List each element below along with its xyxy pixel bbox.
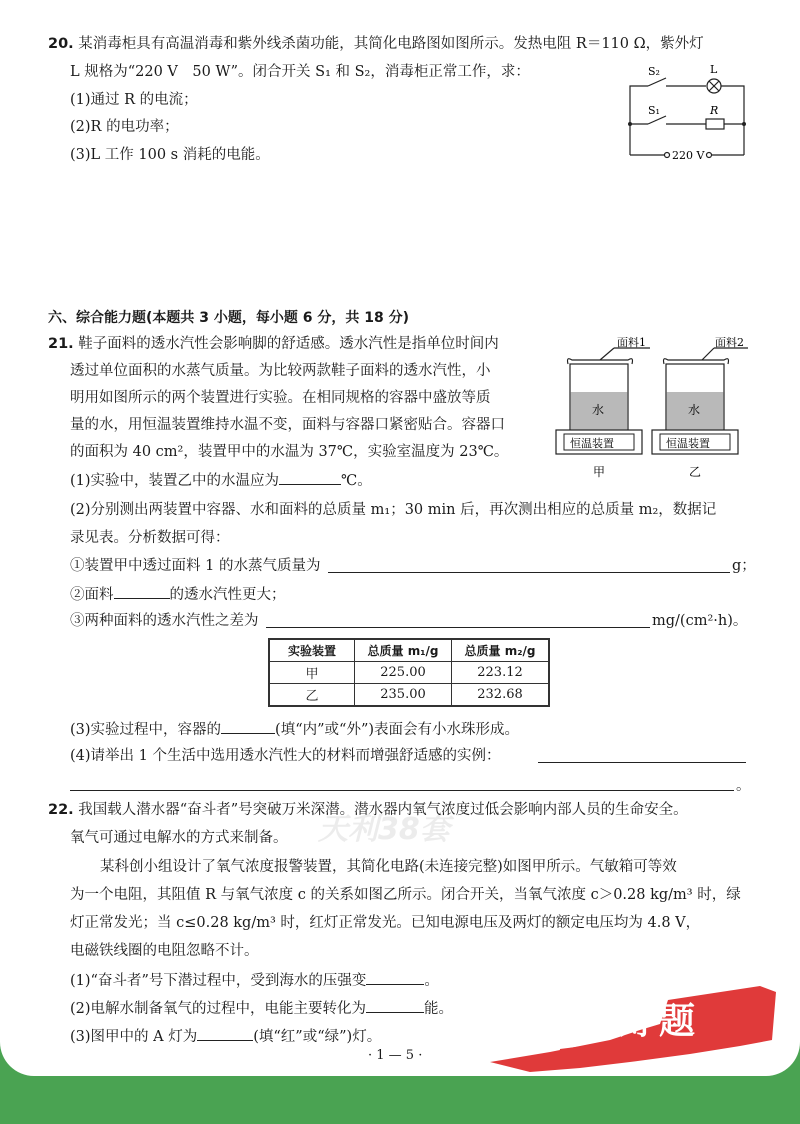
q21-sub2-line2: 录见表。分析数据可得： — [70, 530, 230, 546]
q21-line5: 的面积为 40 cm²，装置甲中的水温为 37℃，实验室温度为 23℃。 — [70, 444, 509, 460]
q21-sub3 — [70, 718, 519, 740]
q22-line5: 灯正常发光；当 c≤0.28 kg/m³ 时，红灯正常发光。已知电源电压及两灯的额定电压均为 4.8 V， — [70, 915, 701, 931]
q22-sub3-text-b: (填“红”或“绿”)灯。 — [253, 1029, 382, 1045]
q20-sub2: (2)R 的电功率； — [70, 119, 179, 135]
q21-c2-blank[interactable] — [114, 583, 170, 599]
q21-c2-text-b: 的透水汽性更大； — [169, 587, 286, 603]
q22-sub2-text: (2)电解水制备氧气的过程中，电能主要转化为 — [70, 1001, 367, 1017]
q20-text1: 某消毒柜具有高温消毒和紫外线杀菌功能，其简化电路图如图所示。发热电阻 R＝110 Ω，紫外灯 — [78, 36, 704, 52]
q21-sub4-blank-b[interactable] — [70, 790, 734, 791]
section-title: 六、综合能力题(本题共 3 小题，每小题 6 分，共 18 分) — [48, 310, 410, 326]
q22-line6: 电磁铁线圈的电阻忽略不计。 — [70, 943, 259, 959]
q21-apparatus-figure — [552, 334, 752, 484]
q21-data-table — [268, 638, 550, 707]
table-cell: 甲 — [269, 662, 355, 684]
q21-line1 — [48, 334, 499, 354]
q21-sub3-blank[interactable] — [221, 718, 275, 734]
table-header: 总质量 m₂/g — [452, 639, 550, 662]
q20-circuit-diagram — [620, 60, 755, 168]
q22-sub2-end: 能。 — [424, 1001, 454, 1017]
circuit-label-r: R — [710, 104, 719, 117]
q21-sub4-text: (4)请举出 1 个生活中选用透水汽性大的材料而增强舒适感的实例： — [70, 748, 501, 764]
table-header: 总质量 m₁/g — [355, 639, 452, 662]
q20-sub1: (1)通过 R 的电流； — [70, 92, 198, 108]
circuit-label-supply: 220 V — [672, 149, 705, 162]
q20-sub3: (3)L 工作 100 s 消耗的电能。 — [70, 147, 270, 163]
table-cell: 232.68 — [452, 684, 550, 707]
heater-label-b: 恒温装置 — [666, 437, 710, 450]
q22-sub3-text-a: (3)图甲中的 A 灯为 — [70, 1029, 198, 1045]
watermark: 天利38套 — [318, 812, 450, 847]
device-label-b: 乙 — [689, 465, 702, 479]
q21-c3-blank[interactable] — [266, 627, 650, 628]
q21-sub3-text-a: (3)实验过程中，容器的 — [70, 722, 222, 738]
q21-c1-blank[interactable] — [328, 572, 730, 573]
q21-c3-unit: mg/(cm²·h)。 — [652, 613, 748, 629]
q21-c2 — [70, 583, 286, 605]
q22-number: 22. — [48, 802, 74, 818]
q22-sub2 — [70, 997, 453, 1019]
water-label-a: 水 — [592, 403, 605, 417]
q22-line3: 某科创小组设计了氧气浓度报警装置，其简化电路(未连接完整)如图甲所示。气敏箱可等效 — [100, 859, 677, 875]
q21-text1: 鞋子面料的透水汽性会影响脚的舒适感。透水汽性是指单位时间内 — [78, 336, 499, 352]
q21-line2: 透过单位面积的水蒸气质量。为比较两款鞋子面料的透水汽性，小 — [70, 363, 491, 379]
q22-sub3-blank[interactable] — [197, 1025, 253, 1041]
q22-line4: 为一个电阻，其阻值 R 与氧气浓度 c 的关系如图乙所示。闭合开关，当氧气浓度 c＞0.28 kg/m³ 时，绿 — [70, 887, 741, 903]
table-cell: 235.00 — [355, 684, 452, 707]
q21-c2-text-a: ②面料 — [70, 587, 114, 603]
q22-sub2-blank[interactable] — [366, 997, 424, 1013]
table-cell: 223.12 — [452, 662, 550, 684]
q21-sub1 — [70, 469, 372, 491]
q20-number: 20. — [48, 36, 74, 52]
q21-line4: 量的水，用恒温装置维持水温不变，面料与容器口紧密贴合。容器口 — [70, 417, 505, 433]
table-cell: 225.00 — [355, 662, 452, 684]
table-cell: 乙 — [269, 684, 355, 707]
q21-c1-text: ①装置甲中透过面料 1 的水蒸气质量为 — [70, 558, 321, 574]
q22-sub3 — [70, 1025, 381, 1047]
q21-c3-text: ③两种面料的透水汽性之差为 — [70, 613, 259, 629]
page-number: · 1 — 5 · — [368, 1048, 423, 1063]
circuit-label-lamp: L — [710, 63, 718, 76]
q21-line3: 明用如图所示的两个装置进行实验。在相同规格的容器中盛放等质 — [70, 390, 491, 406]
q21-end-mark: 。 — [736, 778, 751, 794]
q22-line2: 氧气可通过电解水的方式来制备。 — [70, 830, 288, 846]
fabric2-label: 面料2 — [715, 336, 744, 349]
q21-sub1-blank[interactable] — [279, 469, 341, 485]
table-row — [269, 662, 549, 684]
device-label-a: 甲 — [593, 465, 606, 479]
q22-text1: 我国载人潜水器“奋斗者”号突破万米深潜。潜水器内氧气浓度过低会影响内部人员的生命安全。 — [78, 802, 688, 818]
q21-c1-unit: g； — [732, 558, 756, 574]
stamp-text: 好题 — [620, 1001, 699, 1042]
q22-sub1-text: (1)“奋斗者”号下潜过程中，受到海水的压强变 — [70, 973, 367, 989]
q21-number: 21. — [48, 336, 74, 352]
water-label-b: 水 — [688, 403, 701, 417]
table-header: 实验装置 — [269, 639, 355, 662]
q21-sub3-text-b: (填“内”或“外”)表面会有小水珠形成。 — [275, 722, 520, 738]
heater-label-a: 恒温装置 — [570, 437, 614, 450]
q21-sub1-unit: ℃。 — [341, 473, 372, 489]
q21-sub2-line1: (2)分别测出两装置中容器、水和面料的总质量 m₁；30 min 后，再次测出相应的总质量 m₂，数据记 — [70, 502, 717, 518]
q22-sub1 — [70, 969, 439, 991]
q21-sub1-text: (1)实验中，装置乙中的水温应为 — [70, 473, 280, 489]
q22-sub1-blank[interactable] — [366, 969, 424, 985]
circuit-label-s1: S₁ — [648, 104, 660, 117]
q22-sub1-end: 。 — [424, 973, 439, 989]
q20-line2: L 规格为“220 V 50 W”。闭合开关 S₁ 和 S₂，消毒柜正常工作，求： — [70, 64, 530, 80]
circuit-label-s2: S₂ — [648, 65, 660, 78]
q20-line1 — [48, 34, 704, 54]
fabric1-label: 面料1 — [617, 336, 646, 349]
q21-sub4-blank-a[interactable] — [538, 762, 746, 763]
table-header-row — [269, 639, 549, 662]
table-row — [269, 684, 549, 707]
q22-line1 — [48, 800, 688, 820]
